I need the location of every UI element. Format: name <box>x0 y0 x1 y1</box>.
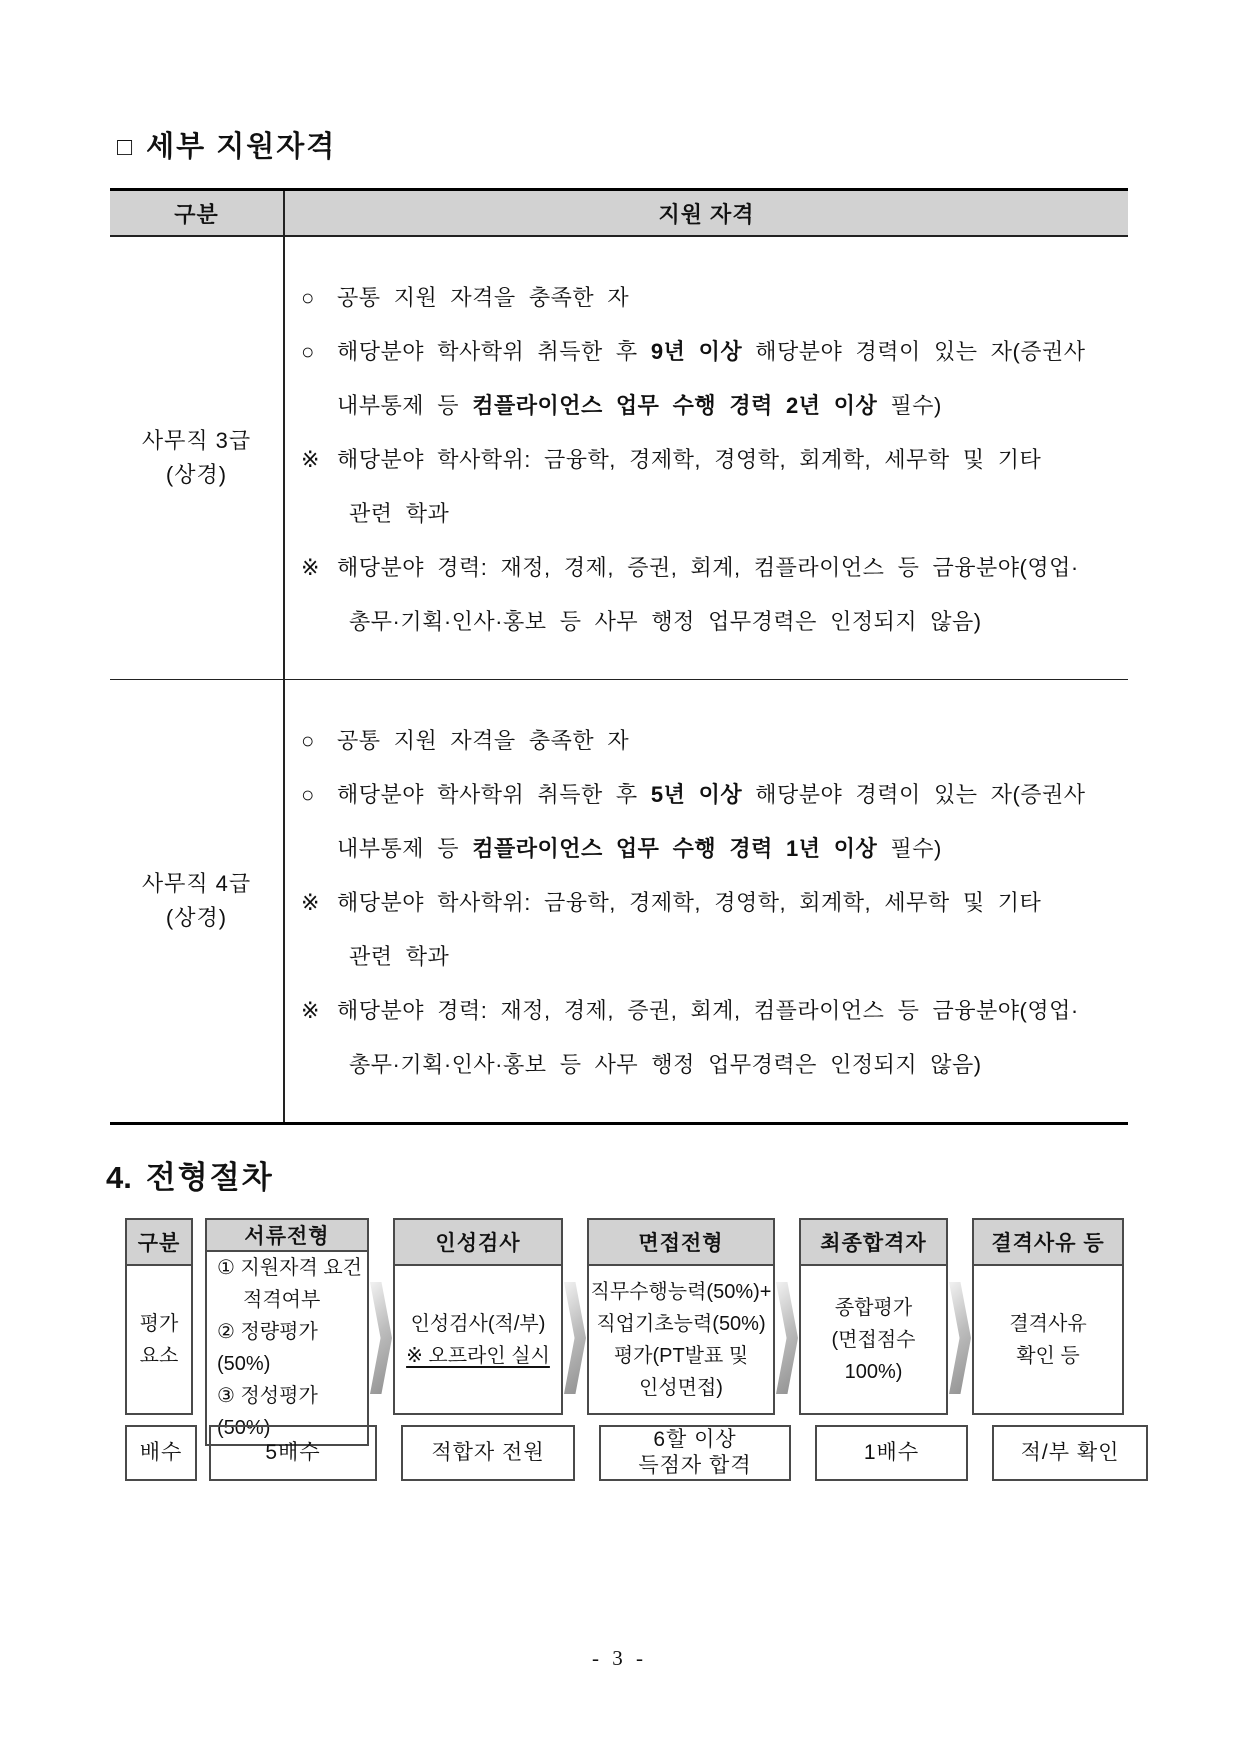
stage-eval-box <box>587 1266 775 1415</box>
stage-eval-line: ① 지원자격 요건 <box>217 1257 362 1279</box>
category-cell <box>110 680 285 1122</box>
text-segment: 총무·기획·인사·홍보 등 사무 행정 업무경력은 인정되지 않음) <box>349 609 982 634</box>
stage-eval-line: 확인 등 <box>1016 1344 1080 1367</box>
category-name: 사무직 3급 <box>141 428 252 453</box>
text-segment: 내부통제 등 <box>337 393 473 418</box>
qualification-line <box>301 541 1120 595</box>
category-cell <box>110 237 285 679</box>
circle-bullet-icon: ○ <box>301 339 315 364</box>
text-segment: 내부통제 등 <box>337 836 473 861</box>
stage-multiple-box <box>599 1425 791 1481</box>
circle-bullet-icon: ○ <box>301 285 315 310</box>
qualification-table-header <box>110 191 1128 237</box>
process-arrow <box>948 1218 972 1415</box>
stage-eval-line: ③ 정성평가(50%) <box>217 1385 318 1439</box>
text-segment: 해당분야 학사학위 취득한 후 <box>337 782 651 807</box>
stage-eval-box <box>972 1266 1124 1415</box>
process-stage-final-pass <box>799 1218 948 1415</box>
qualification-line <box>301 433 1120 487</box>
stage-multiple-line: 1배수 <box>863 1441 920 1464</box>
circle-bullet-icon: ○ <box>301 782 315 807</box>
qualification-line <box>301 876 1120 930</box>
reference-mark-icon: ※ <box>301 998 320 1023</box>
text-segment: 관련 학과 <box>349 944 450 969</box>
text-segment: 해당분야 경력: 재정, 경제, 증권, 회계, 컴플라이언스 등 금융분야(영업· <box>337 998 1079 1023</box>
process-arrow <box>775 1218 799 1415</box>
eval-label-line: 평가 <box>139 1312 179 1335</box>
qualification-line <box>301 930 1120 984</box>
qualification-line <box>301 325 1120 379</box>
table-row <box>110 680 1128 1122</box>
text-segment: 컴플라이언스 업무 수행 경력 2년 이상 <box>472 393 878 418</box>
stage-eval-line: ※ 오프라인 실시 <box>406 1344 550 1367</box>
category-sub: (상경) <box>165 462 228 487</box>
qualification-line <box>301 822 1120 876</box>
stage-multiple-line: 득점자 합격 <box>638 1454 752 1477</box>
text-segment: 5년 이상 <box>650 782 743 807</box>
stage-header: 최종합격자 <box>799 1218 948 1266</box>
qualification-line <box>301 379 1120 433</box>
section-heading <box>106 1152 274 1197</box>
page-title <box>117 124 336 165</box>
square-bullet-icon: □ <box>117 133 135 161</box>
text-segment: 9년 이상 <box>650 339 743 364</box>
reference-mark-icon: ※ <box>301 890 320 915</box>
column-gap <box>193 1218 205 1415</box>
stage-eval-line: 직업기초능력(50%) <box>596 1312 766 1335</box>
stage-eval-line: 평가(PT발표 및 <box>613 1344 749 1367</box>
eval-label-line: 요소 <box>139 1344 179 1367</box>
chevron-right-icon <box>370 1282 392 1394</box>
reference-mark-icon: ※ <box>301 555 320 580</box>
category-sub: (상경) <box>165 905 228 930</box>
column-gap <box>575 1425 599 1481</box>
stage-eval-box <box>393 1266 563 1415</box>
header-cell-qualification: 지원 자격 <box>658 201 755 227</box>
section-number: 4. <box>106 1160 132 1195</box>
stage-header: 서류전형 <box>205 1218 369 1252</box>
text-segment: 컴플라이언스 업무 수행 경력 1년 이상 <box>472 836 878 861</box>
qualification-table <box>110 188 1128 1125</box>
eval-row-label <box>125 1266 193 1415</box>
column-gap <box>791 1425 815 1481</box>
circle-bullet-icon: ○ <box>301 728 315 753</box>
qualification-line <box>301 1038 1120 1092</box>
stage-multiple-line: 적합자 전원 <box>431 1441 545 1464</box>
page-title-text: 세부 지원자격 <box>146 131 337 163</box>
qualification-line <box>301 984 1120 1038</box>
process-arrow <box>563 1218 587 1415</box>
reference-mark-icon: ※ <box>301 447 320 472</box>
stage-header: 인성검사 <box>393 1218 563 1266</box>
stage-multiple-box <box>209 1425 377 1481</box>
process-multiple-row <box>125 1425 1148 1481</box>
qualification-cell <box>285 237 1128 679</box>
selection-process-diagram <box>125 1218 1148 1481</box>
process-stage-personality-test <box>393 1218 563 1415</box>
multiple-row-label: 배수 <box>125 1425 197 1481</box>
qualification-line <box>301 271 1120 325</box>
text-segment: 총무·기획·인사·홍보 등 사무 행정 업무경력은 인정되지 않음) <box>349 1052 982 1077</box>
column-gap <box>968 1425 992 1481</box>
qualification-line <box>301 768 1120 822</box>
stage-header: 면접전형 <box>587 1218 775 1266</box>
stage-multiple-box <box>815 1425 968 1481</box>
stage-eval-line: 직무수행능력(50%)+ <box>590 1280 772 1303</box>
stage-eval-line: ② 정량평가(50%) <box>217 1321 318 1375</box>
text-segment: 필수) <box>877 393 942 418</box>
category-name: 사무직 4급 <box>141 871 252 896</box>
stage-eval-line: 종합평가 <box>834 1296 913 1319</box>
stage-multiple-box <box>992 1425 1148 1481</box>
process-stage-disqualification <box>972 1218 1124 1415</box>
stage-eval-line: (면접점수 100%) <box>831 1328 916 1383</box>
section-title: 전형절차 <box>145 1160 274 1195</box>
stage-eval-line: 적격여부 <box>243 1289 321 1311</box>
column-gap <box>377 1425 401 1481</box>
process-corner-column <box>125 1218 193 1415</box>
text-segment: 해당분야 학사학위: 금융학, 경제학, 경영학, 회계학, 세무학 및 기타 <box>337 890 1042 915</box>
header-cell-category: 구분 <box>110 191 285 235</box>
stage-eval-box <box>799 1266 948 1415</box>
stage-eval-line: 인성검사(적/부) <box>410 1312 546 1335</box>
stage-eval-box <box>205 1252 369 1446</box>
chevron-right-icon <box>564 1282 586 1394</box>
process-stage-interview <box>587 1218 775 1415</box>
qualification-line <box>301 487 1120 541</box>
stage-eval-line: 인성면접) <box>639 1376 723 1399</box>
chevron-right-icon <box>949 1282 971 1394</box>
stage-multiple-line: 적/부 확인 <box>1020 1441 1120 1464</box>
process-arrow <box>369 1218 393 1415</box>
stage-multiple-line: 6할 이상 <box>653 1428 737 1451</box>
text-segment: 공통 지원 자격을 충족한 자 <box>337 285 630 310</box>
table-row <box>110 237 1128 680</box>
stage-multiple-box <box>401 1425 575 1481</box>
process-main-row <box>125 1218 1148 1439</box>
process-stage-document-screening <box>205 1218 369 1439</box>
column-gap <box>197 1425 209 1481</box>
text-segment: 해당분야 경력: 재정, 경제, 증권, 회계, 컴플라이언스 등 금융분야(영업· <box>337 555 1079 580</box>
qualification-line <box>301 595 1120 649</box>
stage-header: 결격사유 등 <box>972 1218 1124 1266</box>
qualification-line <box>301 714 1120 768</box>
corner-header: 구분 <box>125 1218 193 1266</box>
text-segment: 관련 학과 <box>349 501 450 526</box>
stage-eval-line: 결격사유 <box>1009 1312 1087 1335</box>
text-segment: 해당분야 경력이 있는 자(증권사 <box>742 339 1086 364</box>
text-segment: 공통 지원 자격을 충족한 자 <box>337 728 630 753</box>
page-number: - 3 - <box>592 1646 647 1670</box>
text-segment: 해당분야 학사학위 취득한 후 <box>337 339 651 364</box>
qualification-cell <box>285 680 1128 1122</box>
text-segment: 필수) <box>877 836 942 861</box>
text-segment: 해당분야 경력이 있는 자(증권사 <box>742 782 1086 807</box>
stage-multiple-line: 5배수 <box>265 1441 321 1464</box>
chevron-right-icon <box>776 1282 798 1394</box>
text-segment: 해당분야 학사학위: 금융학, 경제학, 경영학, 회계학, 세무학 및 기타 <box>337 447 1042 472</box>
